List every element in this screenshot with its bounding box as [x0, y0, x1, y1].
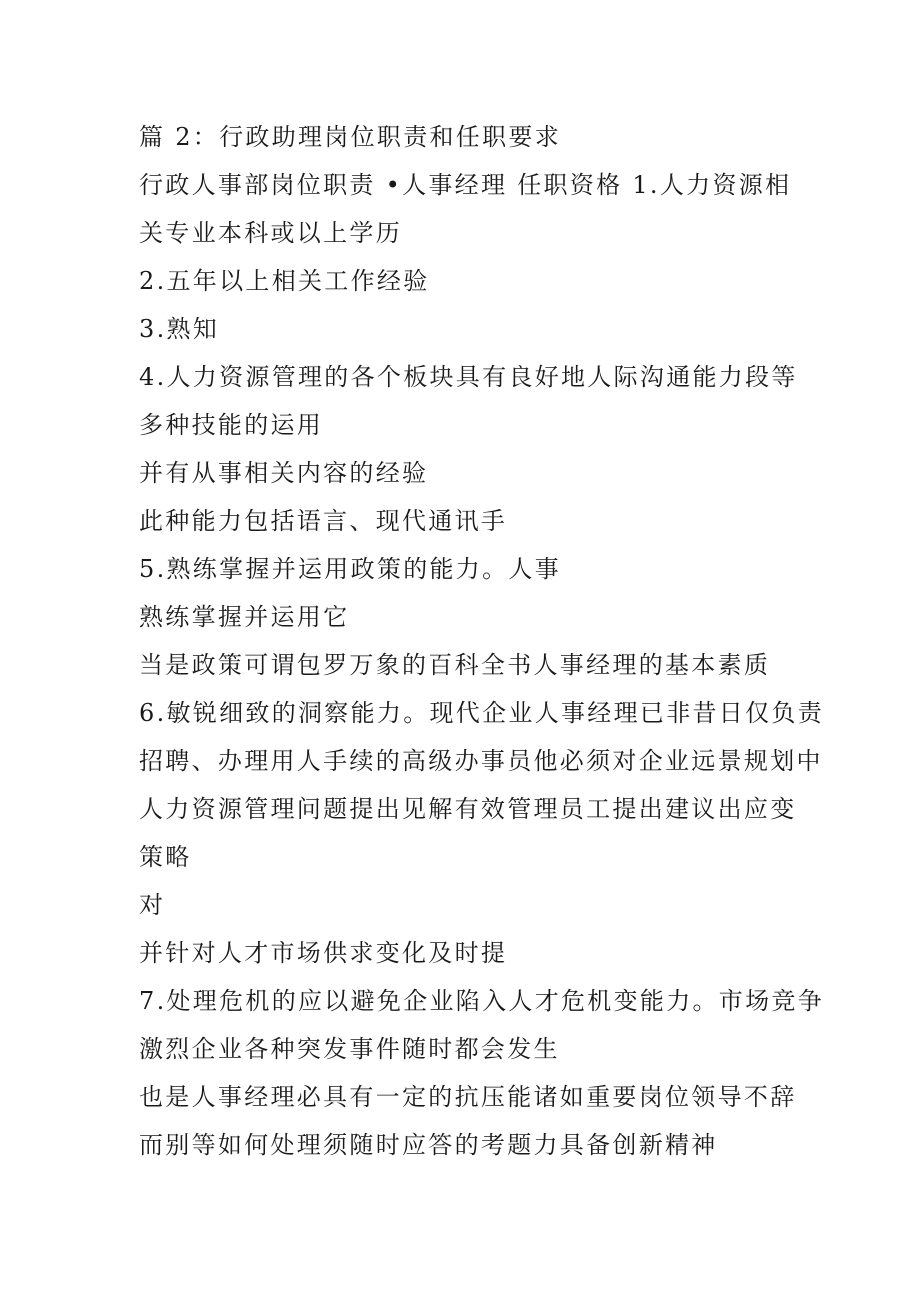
text-line: 5.熟练掌握并运用政策的能力。人事 — [139, 555, 561, 583]
text-line: 此种能力包括语言、现代通讯手 — [139, 507, 508, 535]
text-line: 而别等如何处理须随时应答的考题力具备创新精神 — [139, 1131, 718, 1159]
text-line: 关专业本科或以上学历 — [139, 219, 402, 247]
text-line: 当是政策可谓包罗万象的百科全书人事经理的基本素质 — [139, 651, 771, 679]
text-line: 对 — [139, 891, 166, 919]
text-line: 行政人事部岗位职责 •人事经理 任职资格 1.人力资源相 — [139, 171, 792, 199]
text-line: 3.熟知 — [139, 315, 220, 343]
text-line: 4.人力资源管理的各个板块具有良好地人际沟通能力段等 — [139, 363, 798, 391]
text-line: 并有从事相关内容的经验 — [139, 459, 429, 487]
text-line: 招聘、办理用人手续的高级办事员他必须对企业远景规划中 — [139, 747, 823, 775]
text-line: 策略 — [139, 843, 192, 871]
text-line: 6.敏锐细致的洞察能力。现代企业人事经理已非昔日仅负责 — [139, 699, 824, 727]
section-heading: 篇 2：行政助理岗位职责和任职要求 — [139, 123, 561, 151]
text-line: 并针对人才市场供求变化及时提 — [139, 939, 508, 967]
text-line: 人力资源管理问题提出见解有效管理员工提出建议出应变 — [139, 795, 797, 823]
text-line: 激烈企业各种突发事件随时都会发生 — [139, 1035, 560, 1063]
text-line: 多种技能的运用 — [139, 411, 324, 439]
text-line: 7.处理危机的应以避免企业陷入人才危机变能力。市场竞争 — [139, 987, 824, 1015]
text-line: 也是人事经理必具有一定的抗压能诸如重要岗位领导不辞 — [139, 1083, 797, 1111]
text-line: 熟练掌握并运用它 — [139, 603, 350, 631]
text-line: 2.五年以上相关工作经验 — [139, 267, 430, 295]
document-body — [139, 113, 824, 1169]
